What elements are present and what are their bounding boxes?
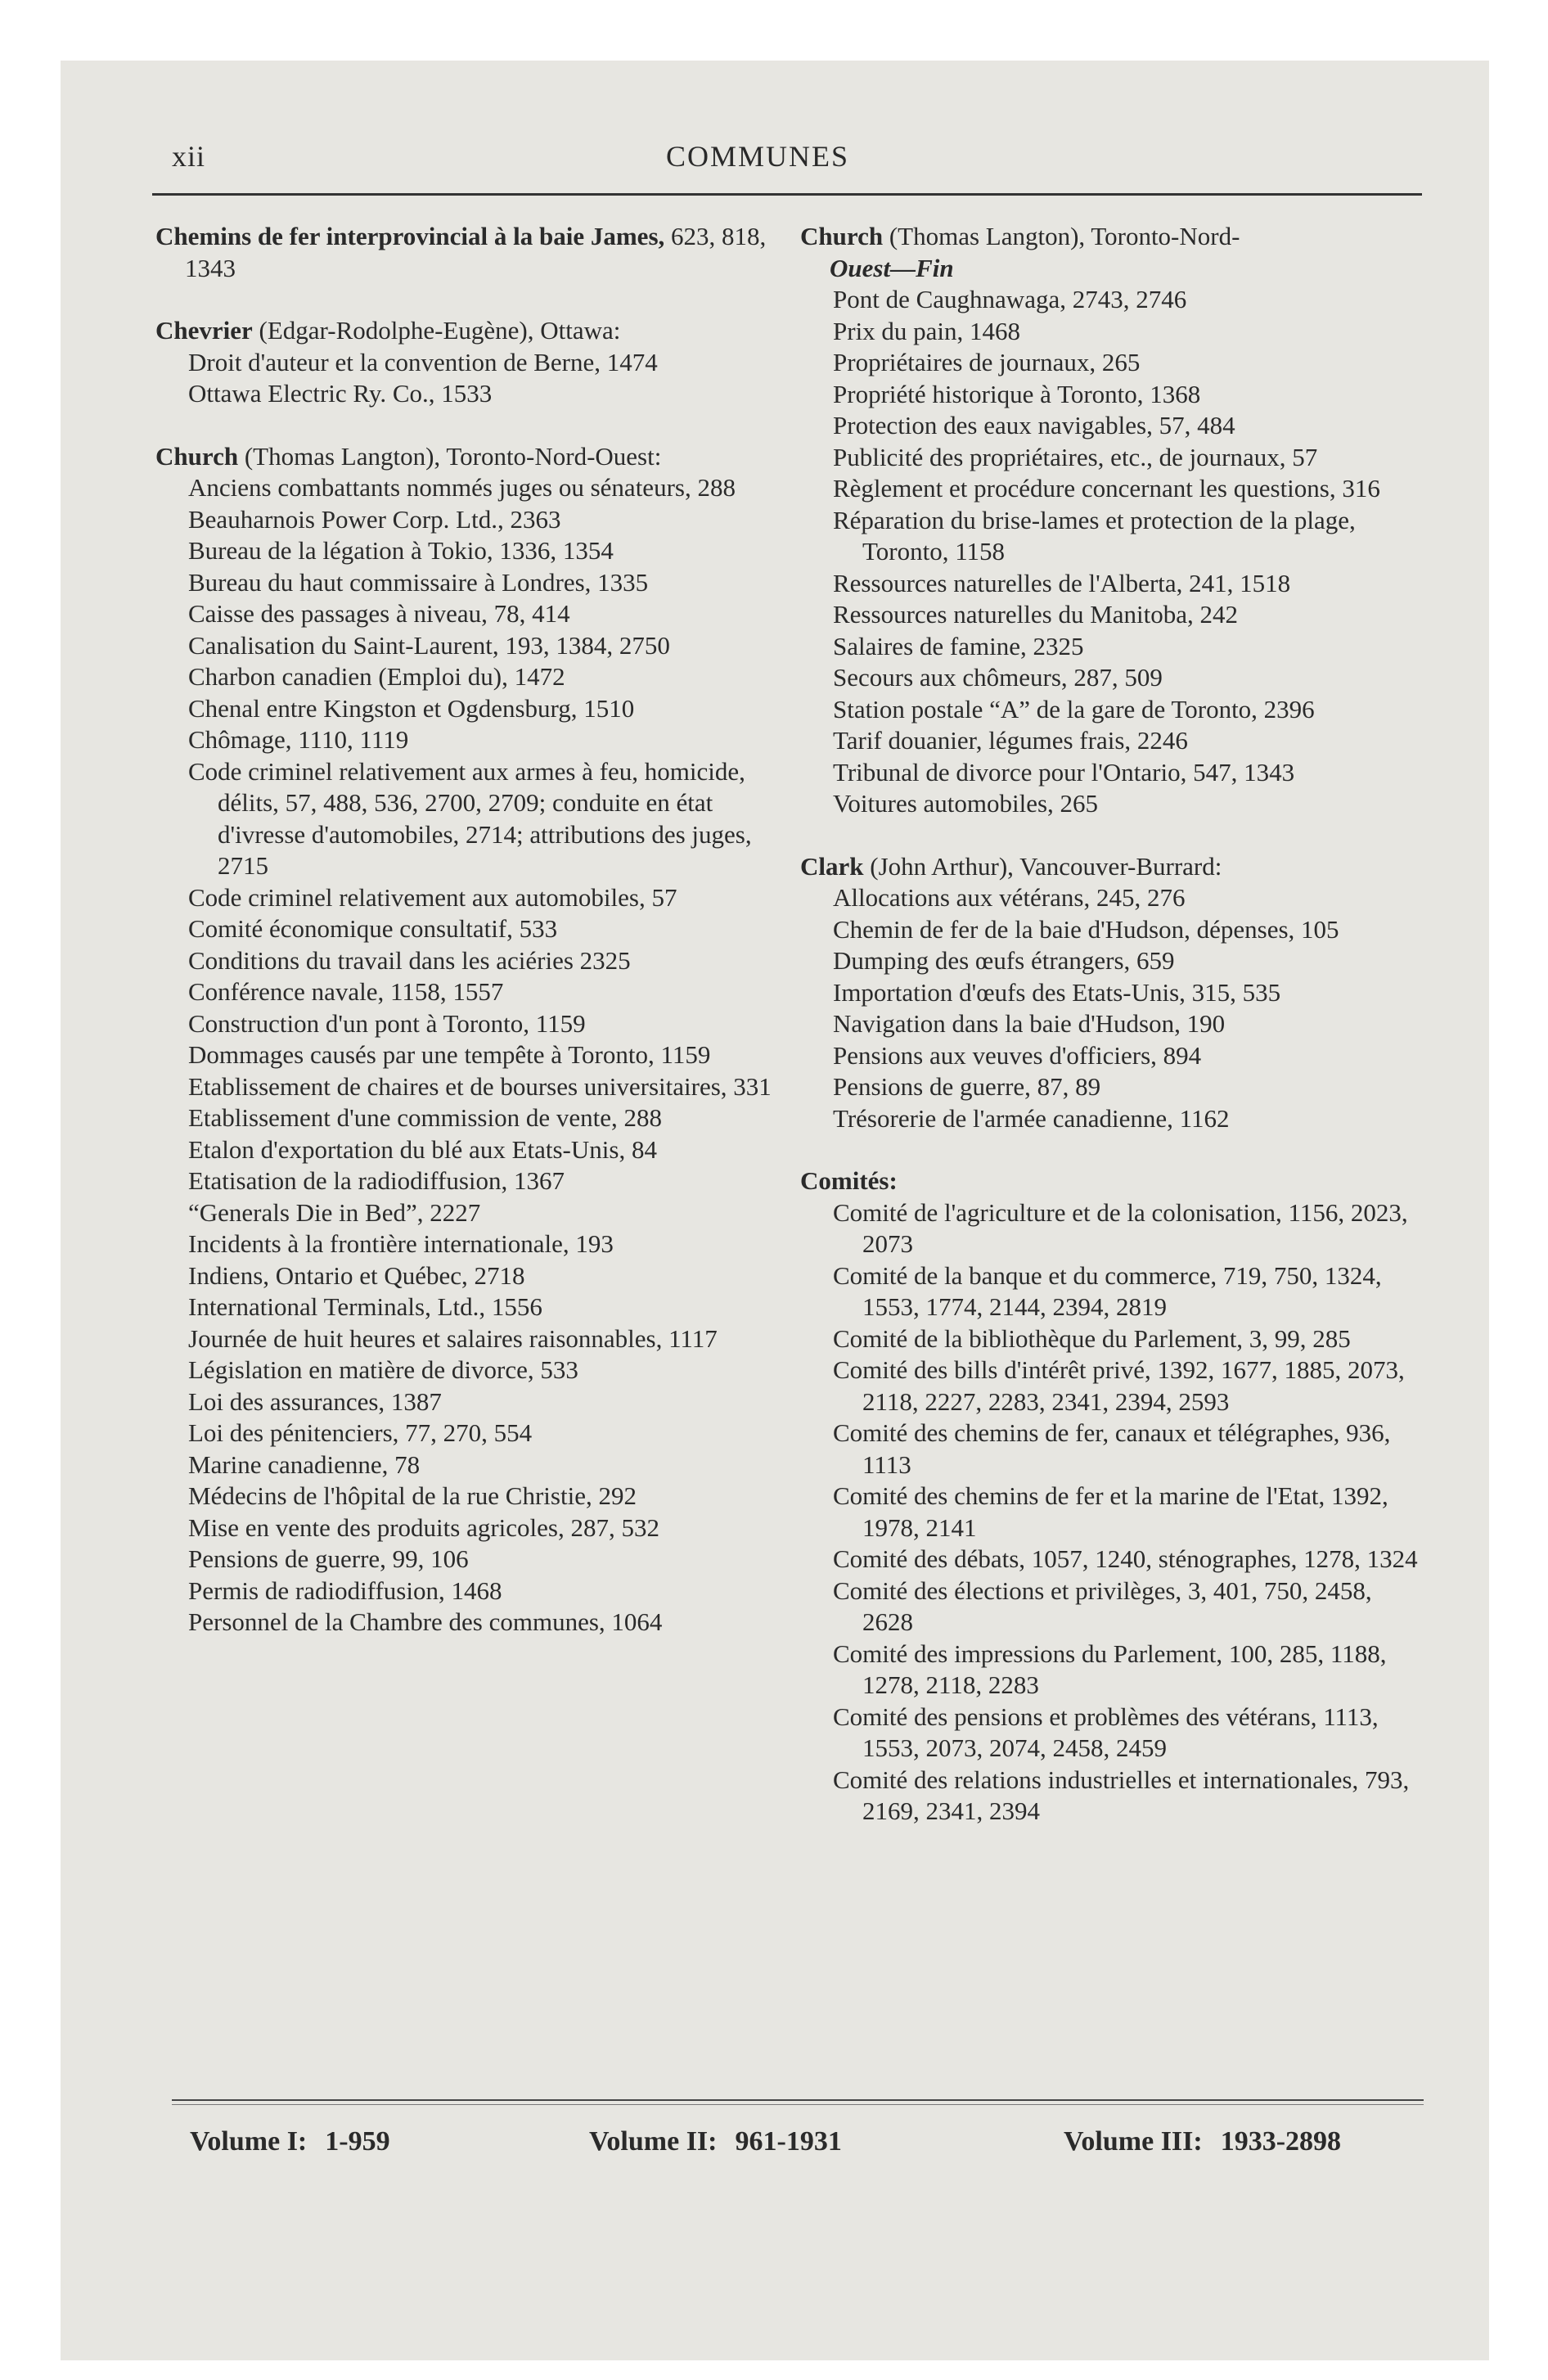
- footer-rule: [172, 2099, 1424, 2101]
- sub-entry: Comité des relations industrielles et internationales, 793, 2169, 2341, 2394: [833, 1765, 1410, 1825]
- sub-entry: Chenal entre Kingston et Ogdensburg, 1510: [188, 693, 635, 723]
- page-range: 1933-2898: [1220, 2126, 1342, 2157]
- entry-name: Chemins de fer interprovincial à la baie James,: [155, 222, 665, 250]
- sub-entry: Chemin de fer de la baie d'Hudson, dépenses, 105: [833, 914, 1339, 944]
- index-entry: [800, 851, 1422, 1135]
- page-range: 1-959: [325, 2126, 390, 2157]
- entry-heading: [155, 315, 779, 347]
- entry-name: Comités:: [800, 1166, 898, 1195]
- page-range: 961-1931: [735, 2126, 842, 2157]
- entry-heading: [155, 441, 779, 473]
- sub-entry: Comité de la bibliothèque du Parlement, 3, 99, 285: [833, 1323, 1351, 1353]
- sub-entry: Tribunal de divorce pour l'Ontario, 547, 1343: [833, 757, 1295, 787]
- index-entry: [155, 315, 779, 410]
- sub-entry: Chômage, 1110, 1119: [188, 725, 409, 754]
- sub-entry: Tarif douanier, légumes frais, 2246: [833, 726, 1188, 755]
- sub-entry: Station postale “A” de la gare de Toronto, 2396: [833, 694, 1315, 723]
- page-title: COMMUNES: [665, 140, 850, 173]
- entry-detail: (Edgar-Rodolphe-Eugène), Ottawa:: [252, 316, 621, 345]
- sub-entry: Comité de l'agriculture et de la colonisation, 1156, 2023, 2073: [833, 1197, 1408, 1258]
- sub-entry: Comité des débats, 1057, 1240, sténographes, 1278, 1324: [833, 1544, 1418, 1573]
- entry-name: Church: [155, 441, 239, 471]
- sub-entry: Etablissement de chaires et de bourses universitaires, 331: [188, 1071, 772, 1101]
- sub-entry: Dumping des œufs étrangers, 659: [833, 946, 1175, 975]
- sub-entry: Prix du pain, 1468: [833, 316, 1021, 345]
- sub-entry: Salaires de famine, 2325: [833, 631, 1084, 660]
- footer-rule: [172, 2104, 1424, 2105]
- page-number: xii: [172, 140, 206, 173]
- entry-heading: [800, 851, 1422, 883]
- sub-entry: Ottawa Electric Ry. Co., 1533: [188, 379, 493, 408]
- sub-entry: Réparation du brise-lames et protection de la plage, Toronto, 1158: [833, 505, 1356, 566]
- sub-entry: Secours aux chômeurs, 287, 509: [833, 663, 1163, 692]
- sub-entry: Comité des impressions du Parlement, 100, 285, 1188, 1278, 2118, 2283: [833, 1639, 1387, 1699]
- sub-entry: Journée de huit heures et salaires raisonnables, 1117: [188, 1323, 718, 1353]
- volume-range: [190, 2126, 390, 2157]
- sub-entry: Propriété historique à Toronto, 1368: [833, 379, 1201, 408]
- sub-entry: Publicité des propriétaires, etc., de journaux, 57: [833, 442, 1318, 471]
- sub-entry: Pensions aux veuves d'officiers, 894: [833, 1040, 1202, 1070]
- continuation-note: Ouest—Fin: [830, 253, 954, 282]
- sub-entry: Etatisation de la radiodiffusion, 1367: [188, 1166, 565, 1195]
- index-entry: [155, 441, 779, 1639]
- sub-entry: Mise en vente des produits agricoles, 287, 532: [188, 1512, 659, 1542]
- sub-entry: Propriétaires de journaux, 265: [833, 348, 1141, 376]
- sub-entry: Indiens, Ontario et Québec, 2718: [188, 1260, 525, 1290]
- entry-heading: [800, 1165, 1422, 1197]
- sub-entry: Code criminel relativement aux armes à feu, homicide, délits, 57, 488, 536, 2700, 2709; conduite en état d'ivresse d'automobiles, 2714; attributions des juges, 2715: [188, 756, 752, 880]
- sub-entry: Etalon d'exportation du blé aux Etats-Unis, 84: [188, 1134, 657, 1164]
- sub-entry: Règlement et procédure concernant les questions, 316: [833, 474, 1380, 503]
- sub-entry: International Terminals, Ltd., 1556: [188, 1292, 542, 1321]
- entry-detail: (Thomas Langton), Toronto-Nord-: [883, 222, 1240, 250]
- index-entry: [800, 221, 1422, 820]
- sub-entry: Trésorerie de l'armée canadienne, 1162: [833, 1103, 1230, 1133]
- entry-name: Clark: [800, 851, 864, 881]
- volume-label: Volume III:: [1064, 2126, 1203, 2157]
- sub-entry: Allocations aux vétérans, 245, 276: [833, 883, 1186, 912]
- volume-label: Volume I:: [190, 2126, 308, 2157]
- right-column: [800, 221, 1422, 1859]
- index-entry: [800, 1165, 1422, 1828]
- running-head: [98, 139, 1417, 180]
- entry-name: Chevrier: [155, 316, 253, 345]
- entry-name: Church: [800, 222, 884, 250]
- sub-entry: Pensions de guerre, 99, 106: [188, 1544, 469, 1573]
- sub-entry: Importation d'œufs des Etats-Unis, 315, 535: [833, 977, 1281, 1007]
- sub-entry: Médecins de l'hôpital de la rue Christie, 292: [188, 1481, 637, 1510]
- entry-heading: [800, 221, 1422, 284]
- sub-entry: “Generals Die in Bed”, 2227: [188, 1197, 481, 1227]
- sub-entry: Comité des chemins de fer, canaux et télégraphes, 936, 1113: [833, 1418, 1391, 1479]
- sub-entry: Charbon canadien (Emploi du), 1472: [188, 662, 565, 691]
- volume-ranges: [172, 2126, 1424, 2166]
- sub-entry: Bureau du haut commissaire à Londres, 1335: [188, 567, 649, 597]
- sub-entry: Bureau de la légation à Tokio, 1336, 1354: [188, 536, 614, 565]
- sub-entry: Pensions de guerre, 87, 89: [833, 1072, 1101, 1101]
- volume-range: [1064, 2126, 1341, 2157]
- sub-entry: Personnel de la Chambre des communes, 1064: [188, 1607, 663, 1636]
- sub-entry: Législation en matière de divorce, 533: [188, 1355, 578, 1384]
- sub-entry: Ressources naturelles du Manitoba, 242: [833, 600, 1239, 629]
- volume-range: [589, 2126, 842, 2157]
- entry-detail: (John Arthur), Vancouver-Burrard:: [863, 851, 1222, 881]
- sub-entry: Incidents à la frontière internationale, 193: [188, 1229, 614, 1258]
- sub-entry: Comité des élections et privilèges, 3, 401, 750, 2458, 2628: [833, 1575, 1372, 1636]
- sub-entry: Construction d'un pont à Toronto, 1159: [188, 1008, 586, 1038]
- sub-entry: Comité des chemins de fer et la marine de l'Etat, 1392, 1978, 2141: [833, 1481, 1388, 1542]
- sub-entry: Pont de Caughnawaga, 2743, 2746: [833, 285, 1187, 313]
- sub-entry: Caisse des passages à niveau, 78, 414: [188, 599, 570, 628]
- sub-entry: Droit d'auteur et la convention de Berne, 1474: [188, 347, 658, 376]
- sub-entry: Conditions du travail dans les aciéries 2325: [188, 945, 631, 975]
- left-column: [155, 221, 779, 1670]
- index-entry: [155, 221, 779, 284]
- sub-entry: Comité des pensions et problèmes des vétérans, 1113, 1553, 2073, 2074, 2458, 2459: [833, 1702, 1379, 1762]
- sub-entry: Navigation dans la baie d'Hudson, 190: [833, 1009, 1226, 1038]
- sub-entry: Beauharnois Power Corp. Ltd., 2363: [188, 504, 561, 534]
- sub-entry: Dommages causés par une tempête à Toronto, 1159: [188, 1040, 711, 1069]
- sub-entry: Comité des bills d'intérêt privé, 1392, 1677, 1885, 2073, 2118, 2227, 2283, 2341, 2394, 2593: [833, 1355, 1405, 1416]
- entry-detail: (Thomas Langton), Toronto-Nord-Ouest:: [238, 441, 662, 471]
- entry-heading: [155, 221, 779, 284]
- entry-detail: 623, 818, 1343: [185, 222, 767, 282]
- volume-label: Volume II:: [589, 2126, 718, 2157]
- sub-entry: Etablissement d'une commission de vente, 288: [188, 1103, 662, 1132]
- sub-entry: Comité de la banque et du commerce, 719, 750, 1324, 1553, 1774, 2144, 2394, 2819: [833, 1260, 1382, 1321]
- sub-entry: Loi des assurances, 1387: [188, 1386, 442, 1416]
- sub-entry: Loi des pénitenciers, 77, 270, 554: [188, 1418, 533, 1447]
- sub-entry: Marine canadienne, 78: [188, 1449, 421, 1479]
- sub-entry: Anciens combattants nommés juges ou sénateurs, 288: [188, 473, 736, 502]
- sub-entry: Permis de radiodiffusion, 1468: [188, 1575, 502, 1605]
- sub-entry: Voitures automobiles, 265: [833, 789, 1099, 818]
- sub-entry: Conférence navale, 1158, 1557: [188, 977, 504, 1006]
- sub-entry: Protection des eaux navigables, 57, 484: [833, 411, 1235, 439]
- sub-entry: Ressources naturelles de l'Alberta, 241, 1518: [833, 568, 1291, 597]
- sub-entry: Code criminel relativement aux automobiles, 57: [188, 882, 677, 912]
- sub-entry: Canalisation du Saint-Laurent, 193, 1384, 2750: [188, 630, 670, 660]
- sub-entry: Comité économique consultatif, 533: [188, 914, 558, 943]
- header-rule: [152, 193, 1422, 196]
